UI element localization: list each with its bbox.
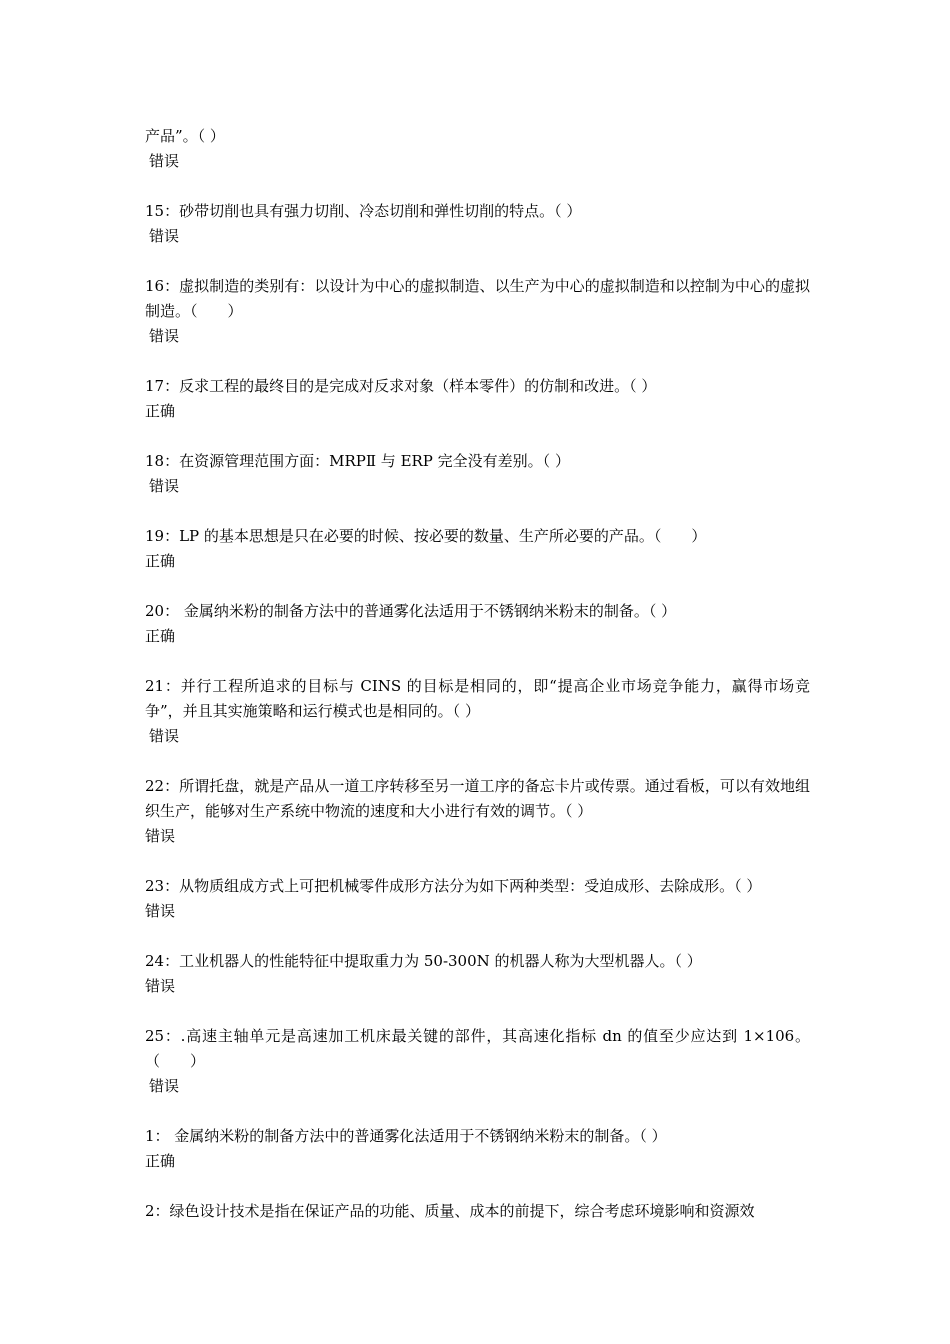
question-text: 21：并行工程所追求的目标与 CINS 的目标是相同的，即“提高企业市场竞争能力，赢得市场竞争”，并且其实施策略和运行模式也是相同的。（ ）	[145, 677, 810, 720]
question-text: 25：.高速主轴单元是高速加工机床最关键的部件，其高速化指标 dn 的值至少应达到 1×106。（ ）	[145, 1027, 810, 1070]
question-text: 22：所谓托盘，就是产品从一道工序转移至另一道工序的备忘卡片或传票。通过看板，可以有效地组织生产，能够对生产系统中物流的速度和大小进行有效的调节。（ ）	[145, 777, 810, 820]
question-item	[145, 1199, 810, 1224]
question-text: 产品”。（ ）	[145, 127, 225, 145]
answer-text: 错误	[149, 477, 180, 495]
answer-text: 正确	[145, 402, 176, 420]
answer-text: 错误	[149, 227, 180, 245]
question-item	[145, 524, 810, 574]
answer-text: 错误	[145, 902, 176, 920]
question-item	[145, 599, 810, 649]
answer-text: 错误	[145, 977, 176, 995]
question-item	[145, 449, 810, 499]
question-text: 1： 金属纳米粉的制备方法中的普通雾化法适用于不锈钢纳米粉末的制备。（ ）	[145, 1127, 667, 1145]
question-text: 23：从物质组成方式上可把机械零件成形方法分为如下两种类型：受迫成形、去除成形。（ ）	[145, 877, 762, 895]
question-item	[145, 124, 810, 174]
answer-text: 错误	[149, 1077, 180, 1095]
question-text: 18：在资源管理范围方面：MRPⅡ 与 ERP 完全没有差别。（ ）	[145, 452, 570, 470]
answer-text: 正确	[145, 1152, 176, 1170]
question-item	[145, 1124, 810, 1174]
question-item	[145, 874, 810, 924]
question-item	[145, 949, 810, 999]
question-item	[145, 374, 810, 424]
question-item	[145, 199, 810, 249]
answer-text: 错误	[149, 727, 180, 745]
question-text: 16：虚拟制造的类别有：以设计为中心的虚拟制造、以生产为中心的虚拟制造和以控制为中心的虚拟制造。（ ）	[145, 277, 810, 320]
question-list	[145, 124, 810, 1249]
question-text: 24：工业机器人的性能特征中提取重力为 50-300N 的机器人称为大型机器人。（ ）	[145, 952, 702, 970]
question-text: 2：绿色设计技术是指在保证产品的功能、质量、成本的前提下，综合考虑环境影响和资源效	[145, 1202, 755, 1220]
question-text: 15：砂带切削也具有强力切削、冷态切削和弹性切削的特点。（ ）	[145, 202, 582, 220]
answer-text: 错误	[149, 152, 180, 170]
question-item	[145, 274, 810, 349]
answer-text: 错误	[145, 827, 176, 845]
answer-text: 错误	[149, 327, 180, 345]
question-text: 19：LP 的基本思想是只在必要的时候、按必要的数量、生产所必要的产品。（ ）	[145, 527, 707, 545]
question-text: 20： 金属纳米粉的制备方法中的普通雾化法适用于不锈钢纳米粉末的制备。（ ）	[145, 602, 677, 620]
question-item	[145, 674, 810, 749]
answer-text: 正确	[145, 552, 176, 570]
question-item	[145, 774, 810, 849]
question-item	[145, 1024, 810, 1099]
answer-text: 正确	[145, 627, 176, 645]
question-text: 17：反求工程的最终目的是完成对反求对象（样本零件）的仿制和改进。（ ）	[145, 377, 657, 395]
